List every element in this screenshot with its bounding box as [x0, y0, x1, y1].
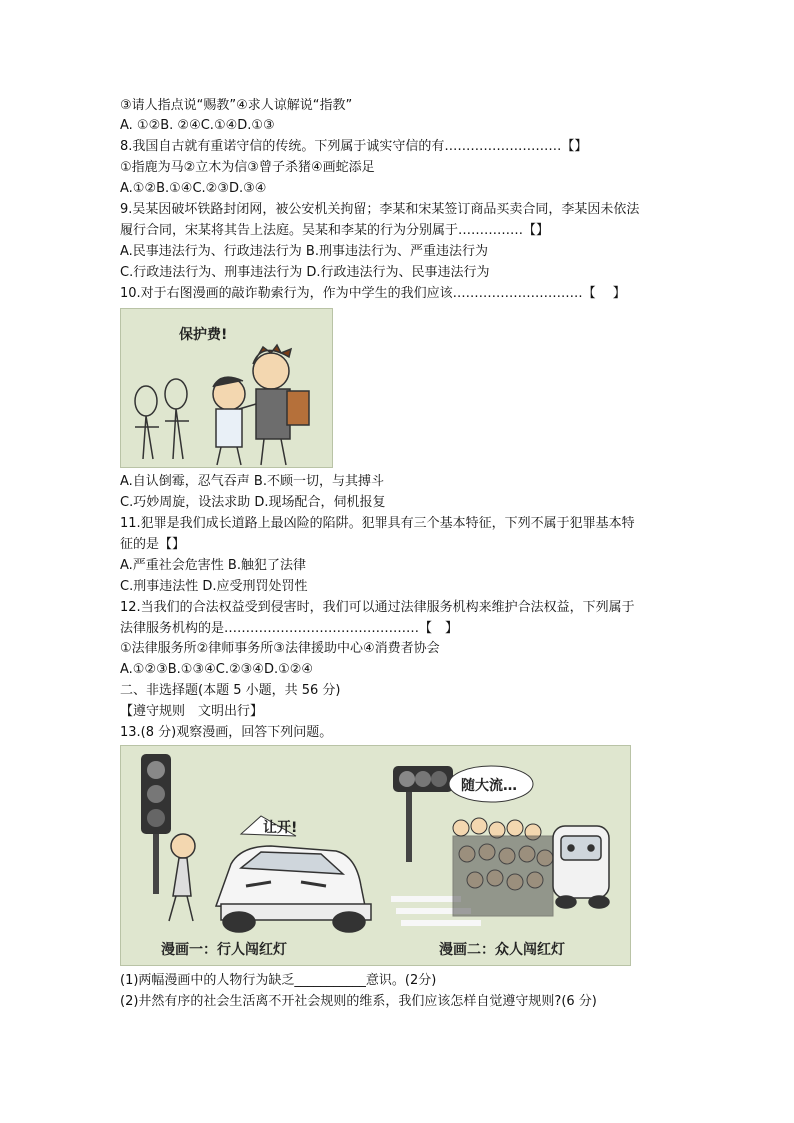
- extortion-cartoon-drawing: [121, 309, 332, 467]
- q11-stem-line1: 11.犯罪是我们成长道路上最凶险的陷阱。犯罪具有三个基本特征，下列不属于犯罪基本特: [120, 516, 635, 531]
- q10-stem: 10.对于右图漫画的敲诈勒索行为，作为中学生的我们应该…………………………【 】: [120, 286, 626, 301]
- q9-answers-ab: A.民事违法行为、行政违法行为 B.刑事违法行为、严重违法行为: [120, 244, 488, 259]
- cartoon-car-icon: [553, 826, 609, 908]
- car-icon: [216, 846, 371, 932]
- q13-stem: 13.(8 分)观察漫画，回答下列问题。: [120, 725, 333, 740]
- q10-answers-cd: C.巧妙周旋，设法求助 D.现场配合，伺机报复: [120, 495, 386, 510]
- bully-figure: [239, 345, 309, 465]
- q7-options-text: ③请人指点说“赐教”④求人谅解说“指教”: [120, 98, 353, 113]
- section-two-heading: 二、非选择题(本题 5 小题，共 56 分): [120, 683, 341, 698]
- q13-part2: (2)井然有序的社会生活离不开社会规则的维系，我们应该怎样自觉遵守规则?(6 分): [120, 994, 597, 1009]
- speech-get-out-of-way: 让开!: [263, 820, 298, 836]
- victim-figure: [213, 377, 245, 465]
- q13-part1: (1)两幅漫画中的人物行为缺乏___________意识。(2分): [120, 973, 437, 988]
- q8-answers: A.①②B.①④C.②③D.③④: [120, 181, 267, 196]
- q12-answers: A.①②③B.①③④C.②③④D.①②④: [120, 662, 314, 677]
- speech-follow-crowd: 随大流…: [461, 778, 517, 794]
- q10-answers-ab: A.自认倒霉，忍气吞声 B.不顾一切，与其搏斗: [120, 474, 384, 489]
- pedestrian-figure: [169, 834, 195, 921]
- traffic-cartoons-drawing: [121, 746, 630, 965]
- caption-panel-two: 漫画二：众人闯红灯: [439, 942, 565, 958]
- q11-stem-line2: 征的是【】: [120, 537, 186, 552]
- extortion-cartoon: [120, 308, 333, 468]
- cartoon-speech-protection-fee: 保护费!: [179, 327, 228, 343]
- crowd-figures: [453, 818, 553, 916]
- q8-stem: 8.我国自古就有重诺守信的传统。下列属于诚实守信的有………………………【】: [120, 139, 588, 154]
- q12-stem-line2: 法律服务机构的是………………………………………【 】: [120, 621, 459, 636]
- q12-stem-line1: 12.当我们的合法权益受到侵害时，我们可以通过法律服务机构来维护合法权益，下列属于: [120, 600, 635, 615]
- cartoon-panel-one: [141, 754, 371, 958]
- q9-stem-line2: 履行合同，宋某将其告上法庭。吴某和李某的行为分别属于……………【】: [120, 223, 550, 238]
- q11-answers-cd: C.刑事违法性 D.应受刑罚处罚性: [120, 579, 308, 594]
- q11-answers-ab: A.严重社会危害性 B.触犯了法律: [120, 558, 306, 573]
- bystander-figures: [135, 379, 189, 459]
- q8-options-text: ①指鹿为马②立木为信③曾子杀猪④画蛇添足: [120, 160, 375, 175]
- cartoon-panel-two: [391, 766, 609, 958]
- caption-panel-one: 漫画一：行人闯红灯: [161, 942, 287, 958]
- q7-answers: A. ①②B. ②④C.①④D.①③: [120, 118, 275, 133]
- topic-heading: 【遵守规则 文明出行】: [120, 704, 264, 719]
- traffic-cartoons: [120, 745, 631, 966]
- q9-answers-cd: C.行政违法行为、刑事违法行为 D.行政违法行为、民事违法行为: [120, 265, 490, 280]
- q9-stem-line1: 9.吴某因破坏铁路封闭网，被公安机关拘留；李某和宋某签订商品买卖合同，李某因未依法: [120, 202, 640, 217]
- q12-options-text: ①法律服务所②律师事务所③法律援助中心④消费者协会: [120, 641, 440, 656]
